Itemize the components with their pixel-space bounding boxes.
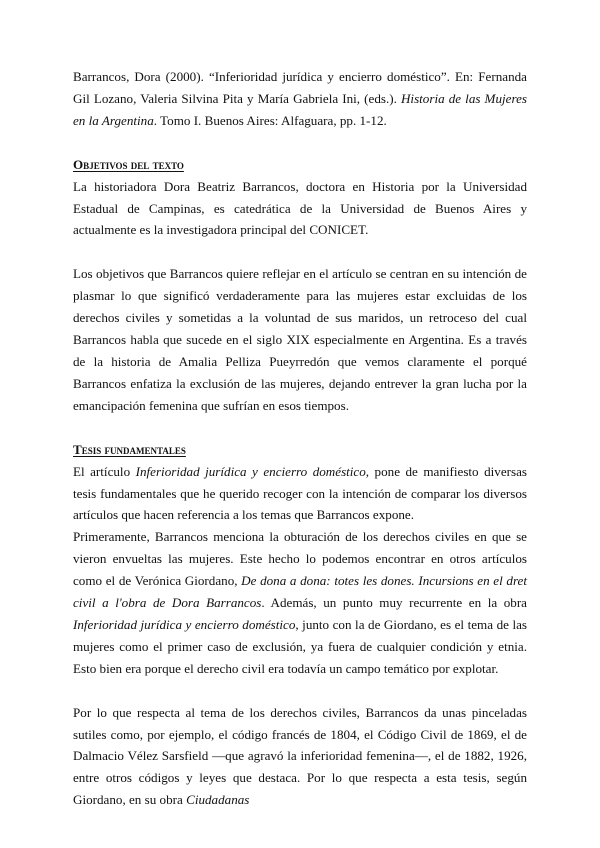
document-body bbox=[73, 66, 527, 811]
article-title: Inferioridad jurídica y encierro doméstico bbox=[135, 463, 366, 479]
paragraph-author-bio: La historiadora Dora Beatriz Barrancos, doctora en Historia por la Universidad Estadual de Campinas, es catedrática de la Universidad de Buenos Aires y actualmente es la investigadora principal del CONICET. bbox=[73, 178, 527, 238]
text-run: Por lo que respecta al tema de los derechos civiles, Barrancos da unas pinceladas sutiles como, por ejemplo, el código francés de 1804, el Código Civil de 1869, el de Dalmacio Vélez Sarsfield —que agravó la inferioridad femenina—, el de 1882, 1926, entre otros códigos y leyes que destaca. Por lo que respecta a esta tesis, según Giordano, en su obra bbox=[73, 704, 527, 808]
spacer bbox=[73, 132, 527, 154]
bibliographic-reference bbox=[73, 66, 527, 132]
text-run: . Además, un punto muy recurrente en la obra bbox=[261, 595, 527, 611]
paragraph-tesis-intro bbox=[73, 461, 527, 527]
paragraph-civil-rights bbox=[73, 526, 527, 679]
giordano-work-title: Ciudadanas bbox=[186, 792, 250, 808]
section-heading-tesis: Tesis fundamentales bbox=[73, 441, 186, 457]
text-run: Primeramente, Barrancos menciona la obturación de los derechos civiles en que se vieron envueltas las mujeres. Este hecho lo podemos encontrar en otros artículos como el de Verónica Giordano, bbox=[73, 529, 527, 589]
spacer bbox=[73, 680, 527, 702]
section-heading-objetivos: Objetivos del texto bbox=[73, 156, 184, 172]
spacer bbox=[73, 241, 527, 263]
paragraph-objectives: Los objetivos que Barrancos quiere reflejar en el artículo se centran en su intención de plasmar lo que significó verdaderamente para las mujeres estar excluidas de los derechos civiles y sometidas a la voluntad de sus maridos, un retroceso del cual Barrancos habla que sucede en el siglo XIX especialmente en Argentina. Es a través de la historia de Amalia Pelliza Pueyrredón que vemos claramente el porqué Barrancos enfatiza la exclusión de las mujeres, dejando entrever la gran lucha por la emancipación femenina que sufrían en esos tiempos. bbox=[73, 266, 527, 413]
text-run: , pone de manifiesto diversas tesis fundamentales que he querido recoger con la intención de comparar los diversos artículos que hacen referencia a los temas que Barrancos expone. bbox=[73, 463, 527, 523]
reference-text: Barrancos, Dora (2000). “Inferioridad jurídica y encierro doméstico”. En: Fernanda Gil Lozano, Valeria Silvina Pita y María Gabriela Ini, (eds.). bbox=[73, 69, 527, 106]
text-run: El artículo bbox=[73, 463, 136, 479]
spacer bbox=[73, 417, 527, 439]
reference-publication: . Tomo I. Buenos Aires: Alfaguara, pp. 1-12. bbox=[153, 112, 387, 128]
text-run: , junto con la de Giordano, es el tema de las mujeres como el primer caso de exclusión, ya fuera de cualquier condición y etnia. Esto bien era porque el derecho civil era todavía un campo temático por explotar. bbox=[73, 616, 528, 676]
reference-book-title: Historia de las Mujeres en la Argentina bbox=[73, 90, 527, 128]
paragraph-civil-codes bbox=[73, 702, 527, 812]
giordano-article-title: De dona a dona: totes les dones. Incursions en el dret civil a l'obra de Dora Barrancos bbox=[73, 573, 527, 611]
article-title: Inferioridad jurídica y encierro doméstico bbox=[73, 616, 296, 632]
